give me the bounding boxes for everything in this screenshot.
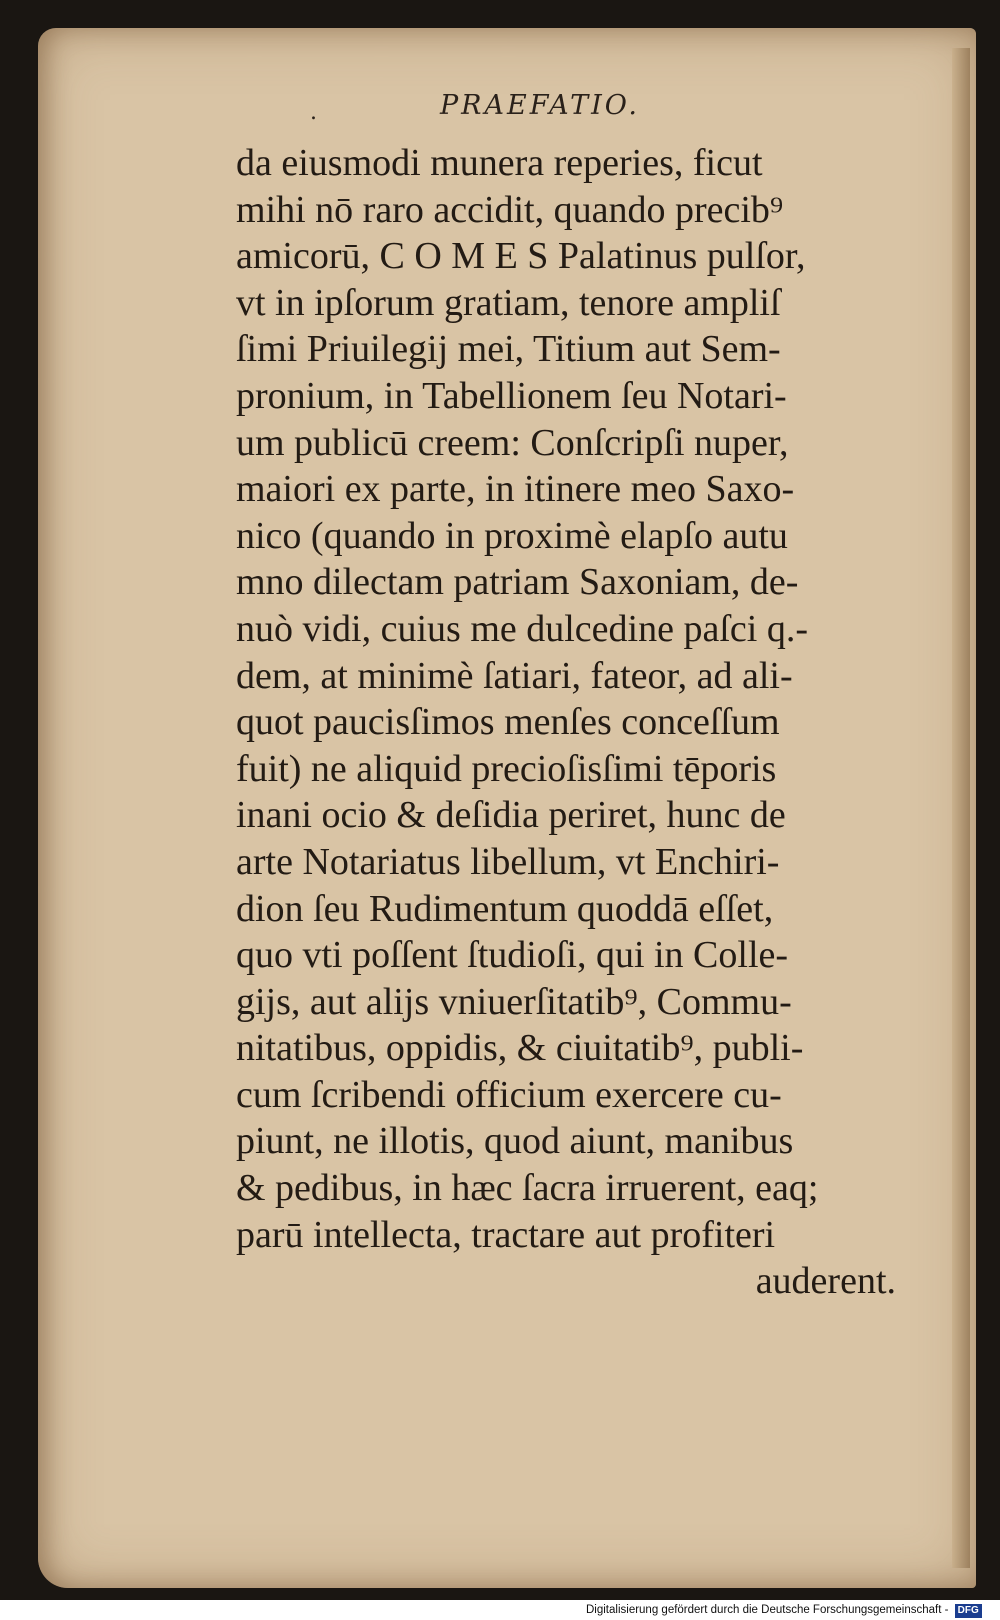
text-line: nico (quando in proximè elapſo autu [236, 514, 788, 557]
page-edge [952, 48, 970, 1568]
text-line: mihi nō raro accidit, quando precib⁹ [236, 188, 784, 231]
catchword-line: auderent. [755, 1260, 896, 1303]
running-head: PRAEFATIO. [440, 90, 640, 121]
text-line: nitatibus, oppidis, & ciuitatib⁹, publi- [236, 1027, 804, 1070]
text-line: nuò vidi, cuius me dulcedine paſci q.- [236, 607, 808, 650]
text-line: piunt, ne illotis, quod aiunt, manibus [236, 1120, 794, 1163]
text-line: amicorū, C O M E S Palatinus pulſor, [236, 235, 806, 278]
head-mark: . [310, 100, 317, 125]
text-line: & pedibus, in hæc ſacra irruerent, eaq; [236, 1167, 819, 1210]
text-line: pronium, in Tabellionem ſeu Notari- [236, 374, 787, 417]
text-line: um publicū creem: Conſcripſi nuper, [236, 421, 789, 464]
text-line: dem, at minimè ſatiari, fateor, ad ali- [236, 654, 793, 697]
text-line: mno dilectam patriam Saxoniam, de- [236, 561, 799, 604]
text-line: fuit) ne aliquid precioſisſimi tēporis [236, 747, 777, 790]
text-line: quo vti poſſent ſtudioſi, qui in Colle- [236, 934, 789, 977]
footer-text: Digitalisierung gefördert durch die Deutsche Forschungsgemeinschaft - [586, 1604, 949, 1616]
text-line: maiori ex parte, in itinere meo Saxo- [236, 468, 795, 511]
text-line: dion ſeu Rudimentum quoddā eſſet, [236, 887, 774, 930]
text-line: ſimi Priuilegij mei, Titium aut Sem- [236, 328, 781, 371]
text-line: gijs, aut alijs vniuerſitatib⁹, Commu- [236, 980, 792, 1023]
text-line: da eiusmodi munera reperies, ficut [236, 142, 763, 184]
text-line: quot paucisſimos menſes conceſſum [236, 701, 780, 744]
text-line: parū intellecta, tractare aut profiteri [236, 1213, 776, 1256]
text-line: arte Notariatus libellum, vt Enchiri- [236, 840, 780, 883]
dfg-logo: DFG [955, 1604, 982, 1618]
body-text [236, 140, 896, 1305]
text-line: cum ſcribendi officium exercere cu- [236, 1073, 782, 1116]
text-line: vt in ipſorum gratiam, tenore ampliſ [236, 281, 781, 324]
digitization-footer [586, 1600, 982, 1620]
text-line: inani ocio & deſidia periret, hunc de [236, 794, 786, 837]
